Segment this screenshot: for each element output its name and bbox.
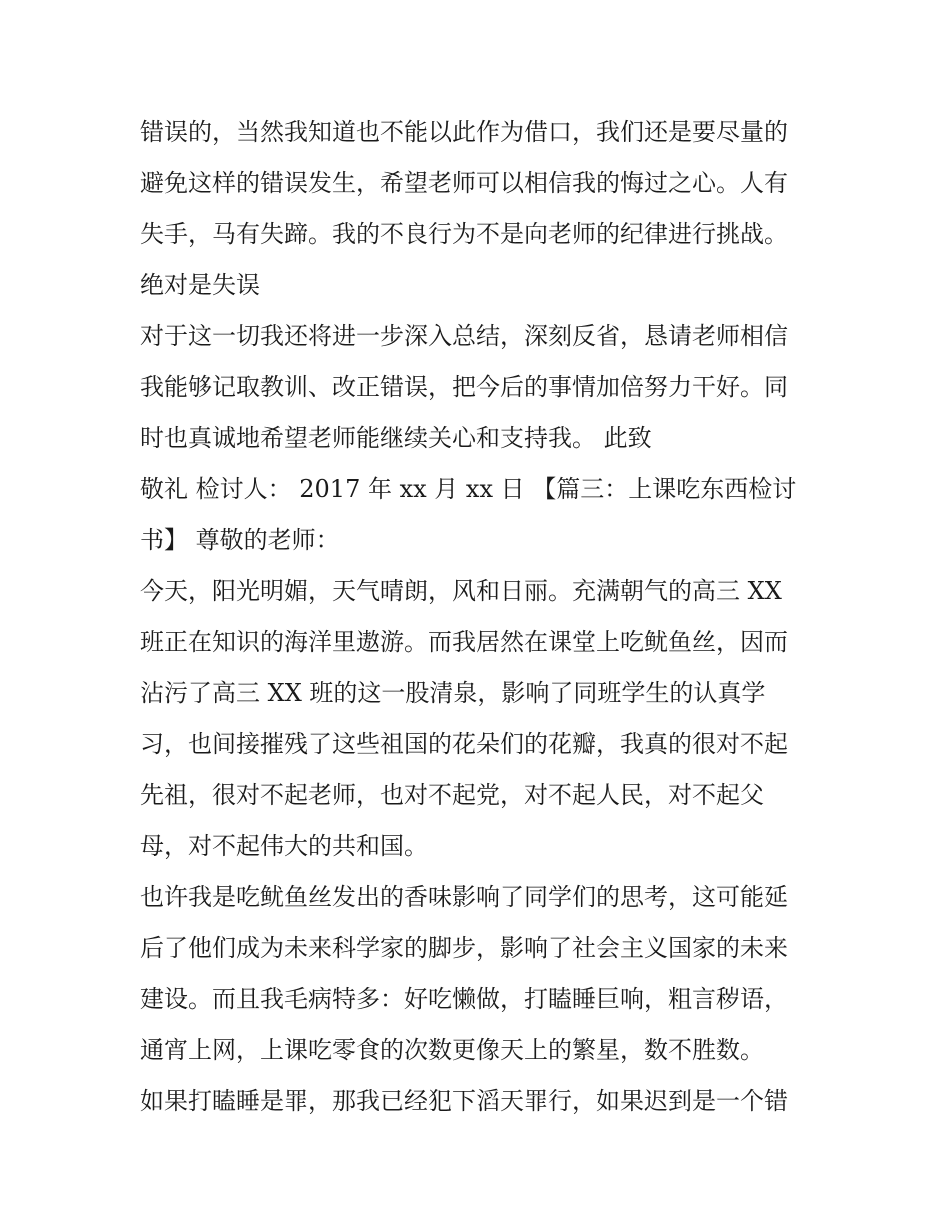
text-line: 时也真诚地希望老师能继续关心和支持我。 此致: [140, 424, 652, 452]
text-line: 避免这样的错误发生，希望老师可以相信我的悔过之心。人有: [140, 169, 788, 197]
text-line: 母，对不起伟大的共和国。: [140, 832, 428, 860]
text-line: 敬礼 检讨人： 2017 年 xx 月 xx 日 【篇三：上课吃东西检讨: [140, 475, 797, 503]
text-line: 如果打瞌睡是罪，那我已经犯下滔天罪行，如果迟到是一个错: [140, 1087, 788, 1115]
text-line: 书】 尊敬的老师：: [140, 526, 340, 554]
text-line: 先祖，很对不起老师，也对不起党，对不起人民，对不起父: [140, 781, 764, 809]
text-line: 失手，马有失蹄。我的不良行为不是向老师的纪律进行挑战。: [140, 220, 788, 248]
text-line: 通宵上网，上课吃零食的次数更像天上的繁星，数不胜数。: [140, 1036, 764, 1064]
text-line: 班正在知识的海洋里遨游。而我居然在课堂上吃鱿鱼丝，因而: [140, 628, 788, 656]
document-body: [140, 107, 820, 1127]
text-line: 沾污了高三 XX 班的这一股清泉，影响了同班学生的认真学: [140, 679, 766, 707]
text-line: 我能够记取教训、改正错误，把今后的事情加倍努力干好。同: [140, 373, 788, 401]
text-line: 绝对是失误: [140, 271, 260, 299]
text-line: 今天，阳光明媚，天气晴朗，风和日丽。充满朝气的高三 XX: [140, 577, 782, 605]
text-line: 也许我是吃鱿鱼丝发出的香味影响了同学们的思考，这可能延: [140, 883, 788, 911]
text-line: 对于这一切我还将进一步深入总结，深刻反省，恳请老师相信: [140, 322, 788, 350]
text-line: 后了他们成为未来科学家的脚步，影响了社会主义国家的未来: [140, 934, 788, 962]
text-line: 习，也间接摧残了这些祖国的花朵们的花瓣，我真的很对不起: [140, 730, 788, 758]
text-line: 错误的，当然我知道也不能以此作为借口，我们还是要尽量的: [140, 118, 788, 146]
text-line: 建设。而且我毛病特多：好吃懒做，打瞌睡巨响，粗言秽语，: [140, 985, 788, 1013]
